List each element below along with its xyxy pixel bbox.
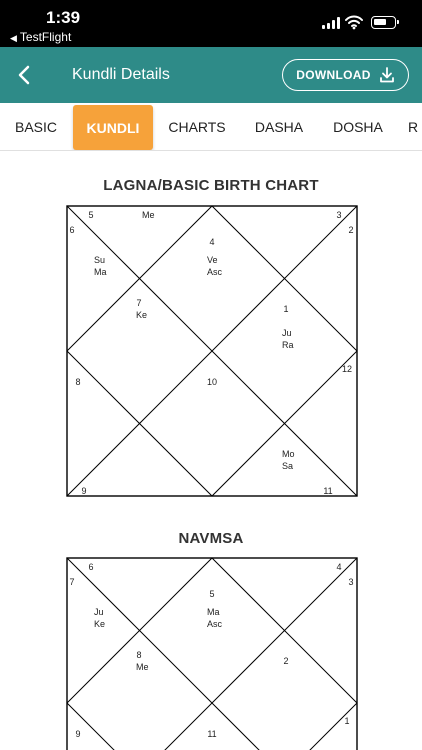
- house-number: 7: [136, 298, 142, 308]
- page-title: Kundli Details: [72, 66, 170, 83]
- tab-more[interactable]: R: [408, 119, 419, 135]
- house-number: 5: [209, 589, 215, 599]
- house-number: 11: [323, 486, 333, 496]
- planet-label: Ke: [94, 619, 106, 629]
- tab-charts[interactable]: CHARTS: [168, 119, 226, 135]
- house-number: 1: [344, 716, 350, 726]
- cellular-signal-icon: [322, 17, 340, 29]
- download-button[interactable]: [282, 59, 409, 91]
- house-number: 8: [75, 377, 81, 387]
- planet-label: Su: [94, 255, 106, 265]
- house-number: 2: [348, 225, 354, 235]
- planet-label: Ke: [136, 310, 148, 320]
- house-number: 3: [348, 577, 354, 587]
- planet-label: Ju: [282, 328, 292, 338]
- tab-kundli[interactable]: KUNDLI: [73, 105, 153, 150]
- planet-label: Me: [136, 662, 149, 672]
- status-time: 1:39: [46, 8, 81, 27]
- house-number: 12: [341, 364, 353, 374]
- planet-label: Ra: [282, 340, 294, 350]
- planet-label: Ma: [207, 607, 220, 617]
- back-button[interactable]: [10, 59, 38, 91]
- return-to-app[interactable]: [10, 30, 71, 44]
- house-number: 3: [336, 210, 342, 220]
- house-number: 5: [88, 210, 94, 220]
- planet-label: Asc: [207, 267, 223, 277]
- lagna-chart-title: LAGNA/BASIC BIRTH CHART: [103, 177, 319, 194]
- planet-label: Sa: [282, 461, 294, 471]
- navamsa-chart-title: NAVMSA: [178, 530, 244, 547]
- return-app-label: TestFlight: [19, 30, 72, 44]
- app-bar: [0, 47, 422, 103]
- house-number: 6: [69, 225, 75, 235]
- house-number: 4: [336, 562, 342, 572]
- tab-dosha[interactable]: DOSHA: [333, 119, 383, 135]
- download-label: DOWNLOAD: [296, 68, 371, 82]
- house-number: 9: [81, 486, 87, 496]
- planet-label: Ve: [207, 255, 218, 265]
- house-number: 1: [283, 304, 289, 314]
- house-number: 10: [206, 377, 218, 387]
- navamsa-chart: [66, 557, 358, 750]
- back-triangle-icon: ◀: [10, 33, 17, 43]
- download-icon: [379, 67, 395, 83]
- planet-label: Ma: [94, 267, 107, 277]
- status-bar: [0, 0, 422, 47]
- house-number: 9: [75, 729, 81, 739]
- house-number: 7: [69, 577, 75, 587]
- chevron-left-icon: [17, 65, 31, 85]
- tab-basic[interactable]: BASIC: [14, 119, 57, 135]
- tab-dasha[interactable]: DASHA: [254, 119, 304, 135]
- planet-label: Asc: [207, 619, 223, 629]
- house-number: 2: [283, 656, 289, 666]
- lagna-birth-chart: [66, 205, 358, 497]
- planet-label: Me: [142, 210, 155, 220]
- wifi-icon: [345, 14, 363, 30]
- house-number: 11: [207, 729, 217, 739]
- planet-label: Mo: [282, 449, 295, 459]
- house-number: 4: [209, 237, 215, 247]
- house-number: 6: [88, 562, 94, 572]
- battery-icon: [371, 16, 396, 29]
- planet-label: Ju: [94, 607, 104, 617]
- house-number: 8: [136, 650, 142, 660]
- tab-bar: [0, 103, 422, 151]
